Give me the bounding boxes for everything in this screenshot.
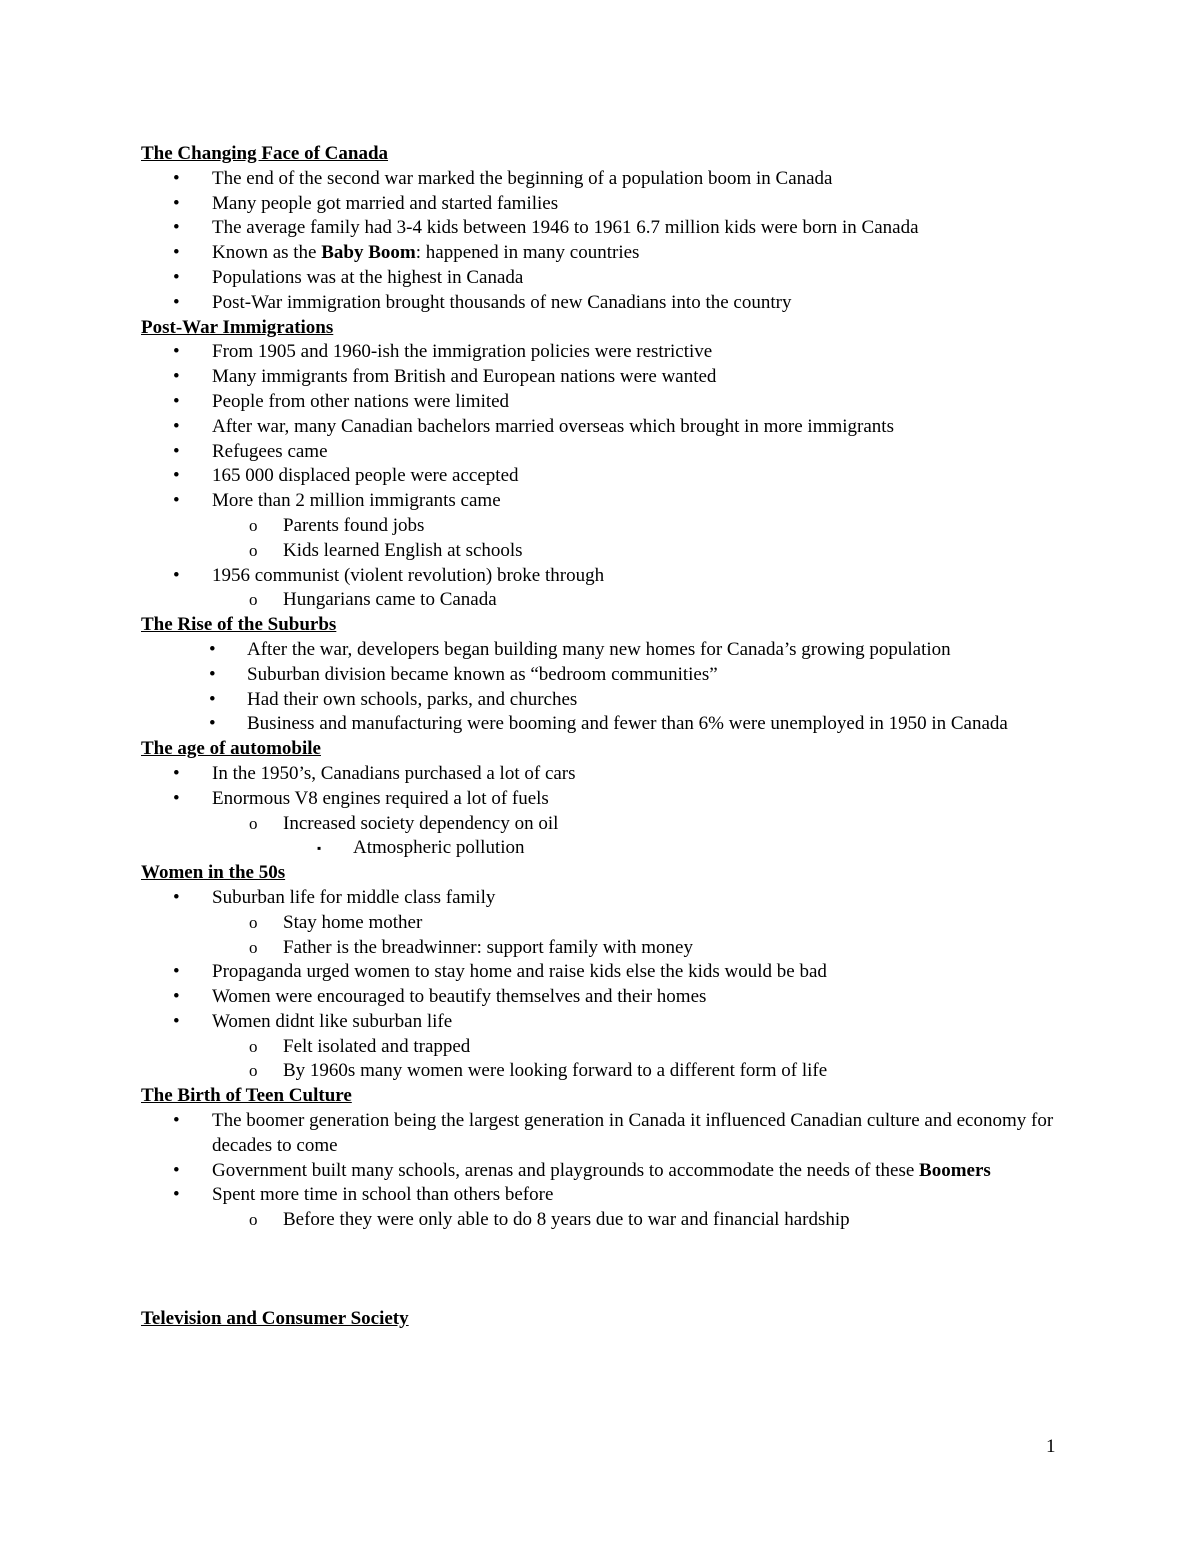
bullet-marker: • <box>173 242 180 264</box>
bullet-marker: • <box>173 192 180 214</box>
bullet-marker: • <box>173 490 180 512</box>
list-item: • 165 000 displaced people were accepted <box>141 464 1061 489</box>
bullet-marker: • <box>173 440 180 462</box>
list-item: • 1956 communist (violent revolution) broke through <box>141 564 1061 589</box>
circle-marker: o <box>249 813 258 833</box>
bullet-marker: • <box>173 465 180 487</box>
list-item: • People from other nations were limited <box>141 390 1061 415</box>
list-item: • After war, many Canadian bachelors married overseas which brought in more immigrants <box>141 415 1061 440</box>
document-body <box>141 142 1061 1332</box>
section-heading: The Rise of the Suburbs <box>141 614 337 636</box>
list-item: • Business and manufacturing were booming and fewer than 6% were unemployed in 1950 in Canada <box>141 712 1061 737</box>
sub-list-item: o Increased society dependency on oil <box>141 812 1061 837</box>
list-item: • The average family had 3-4 kids between 1946 to 1961 6.7 million kids were born in Canada <box>141 216 1061 241</box>
bold-term: Baby Boom <box>321 242 416 264</box>
list-item: • In the 1950’s, Canadians purchased a lot of cars <box>141 762 1061 787</box>
square-marker: ▪ <box>317 841 322 856</box>
bullet-marker: • <box>173 415 180 437</box>
page-number: 1 <box>1046 1436 1056 1457</box>
circle-marker: o <box>249 515 258 535</box>
bullet-marker: • <box>173 787 180 809</box>
section-heading: Women in the 50s <box>141 862 286 884</box>
bullet-marker: • <box>173 886 180 908</box>
sub-sub-list-item: ▪ Atmospheric pollution <box>141 836 1061 861</box>
bold-term: Boomers <box>919 1159 991 1181</box>
bullet-marker: • <box>209 688 216 710</box>
bullet-marker: • <box>173 217 180 239</box>
section-heading: The age of automobile <box>141 738 321 760</box>
bullet-marker: • <box>173 1159 180 1181</box>
bullet-marker: • <box>173 564 180 586</box>
bullet-marker: • <box>173 341 180 363</box>
bullet-marker: • <box>209 663 216 685</box>
list-item: • More than 2 million immigrants came <box>141 489 1061 514</box>
list-item: • Women were encouraged to beautify themselves and their homes <box>141 985 1061 1010</box>
sub-list-item: o Stay home mother <box>141 911 1061 936</box>
list-item: • After the war, developers began building many new homes for Canada’s growing population <box>141 638 1061 663</box>
circle-marker: o <box>249 1036 258 1056</box>
bullet-marker: • <box>173 1010 180 1032</box>
bullet-marker: • <box>173 1110 180 1132</box>
list-item: • Enormous V8 engines required a lot of fuels <box>141 787 1061 812</box>
list-item: • Government built many schools, arenas and playgrounds to accommodate the needs of these Boomers <box>141 1159 1061 1184</box>
sub-list-item: o Kids learned English at schools <box>141 539 1061 564</box>
list-item: • Refugees came <box>141 440 1061 465</box>
list-item: • Had their own schools, parks, and churches <box>141 688 1061 713</box>
list-item: • Spent more time in school than others before <box>141 1183 1061 1208</box>
bullet-marker: • <box>209 638 216 660</box>
sub-list-item: o Parents found jobs <box>141 514 1061 539</box>
circle-marker: o <box>249 937 258 957</box>
bullet-marker: • <box>173 291 180 313</box>
section-heading: The Birth of Teen Culture <box>141 1085 352 1107</box>
list-item: • The boomer generation being the largest generation in Canada it influenced Canadian culture and economy for decades to come <box>173 1110 1054 1156</box>
bullet-marker: • <box>173 266 180 288</box>
list-item: • The end of the second war marked the beginning of a population boom in Canada <box>141 167 1061 192</box>
bullet-marker: • <box>173 986 180 1008</box>
bullet-marker: • <box>173 961 180 983</box>
list-item: • Post-War immigration brought thousands of new Canadians into the country <box>141 291 1061 316</box>
circle-marker: o <box>249 590 258 610</box>
list-item: • Women didnt like suburban life <box>141 1010 1061 1035</box>
list-item: • Suburban division became known as “bedroom communities” <box>141 663 1061 688</box>
list-item: • Propaganda urged women to stay home and raise kids else the kids would be bad <box>141 960 1061 985</box>
blank-space <box>141 1233 1061 1307</box>
section-heading: Television and Consumer Society <box>141 1308 409 1330</box>
bullet-marker: • <box>173 762 180 784</box>
sub-list-item: o Hungarians came to Canada <box>141 588 1061 613</box>
circle-marker: o <box>249 1210 258 1230</box>
circle-marker: o <box>249 540 258 560</box>
list-item: • Many immigrants from British and European nations were wanted <box>141 365 1061 390</box>
sub-list-item: o Father is the breadwinner: support family with money <box>141 936 1061 961</box>
bullet-marker: • <box>173 1184 180 1206</box>
bullet-marker: • <box>173 366 180 388</box>
section-heading: The Changing Face of Canada <box>141 143 389 164</box>
section-heading: Post-War Immigrations <box>141 316 334 338</box>
bullet-marker: • <box>209 713 216 735</box>
sub-list-item: o Felt isolated and trapped <box>141 1035 1061 1060</box>
list-item: • From 1905 and 1960-ish the immigration policies were restrictive <box>141 340 1061 365</box>
circle-marker: o <box>249 912 258 932</box>
list-item: • Suburban life for middle class family <box>141 886 1061 911</box>
bullet-marker: • <box>173 167 180 189</box>
bullet-marker: • <box>173 390 180 412</box>
circle-marker: o <box>249 1061 258 1081</box>
list-item: • Known as the Baby Boom: happened in many countries <box>141 241 1061 266</box>
sub-list-item: o Before they were only able to do 8 years due to war and financial hardship <box>141 1208 1061 1233</box>
list-item: • Populations was at the highest in Canada <box>141 266 1061 291</box>
list-item: • Many people got married and started families <box>141 192 1061 217</box>
sub-list-item: o By 1960s many women were looking forward to a different form of life <box>141 1059 1061 1084</box>
